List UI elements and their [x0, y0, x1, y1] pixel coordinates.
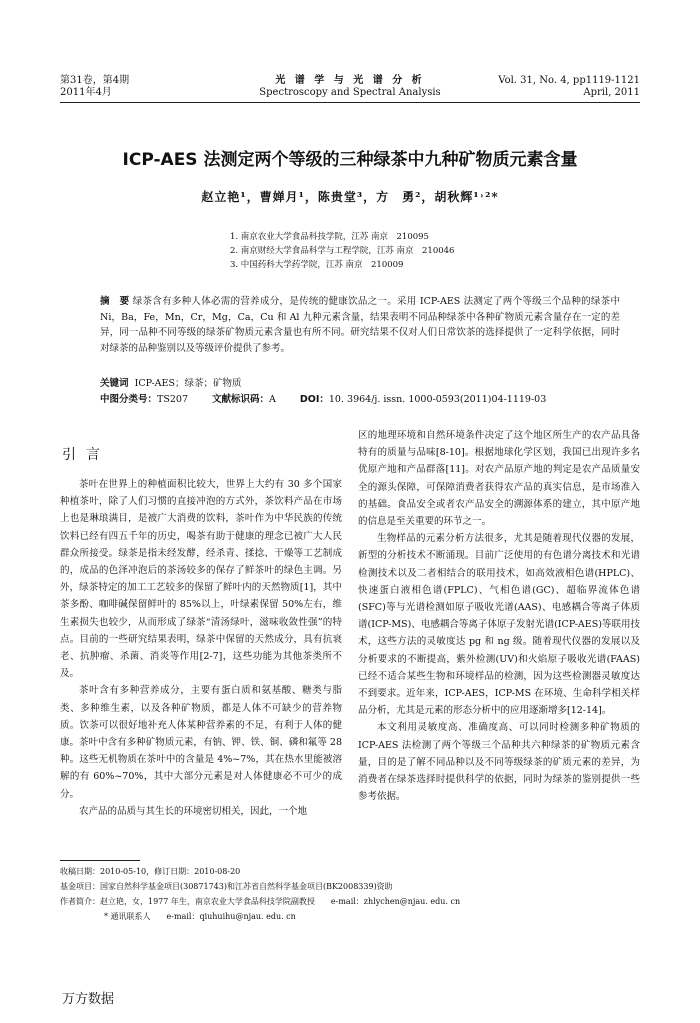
- affiliations: [230, 230, 610, 272]
- doc-code-value: A: [269, 394, 276, 405]
- journal-name-cn: 光 谱 学 与 光 谱 分 析: [275, 75, 425, 86]
- doc-code-label: 文献标识码：: [212, 394, 270, 405]
- keywords-text: ICP-AES；绿茶；矿物质: [134, 378, 242, 389]
- journal-name-en: Spectroscopy and Spectral Analysis: [259, 87, 441, 98]
- footnote-received: 收稿日期：2010-05-10，修订日期：2010-08-20: [60, 867, 241, 876]
- abstract-label: 摘 要: [100, 296, 130, 307]
- abstract-text: 绿茶含有多种人体必需的营养成分，是传统的健康饮品之一。采用 ICP-AES 法测定了两个等级三个品种的绿茶中 Ni，Ba，Fe，Mn，Cr，Mg，Ca，Cu 和 Al 九种元素含量，结果表明不同品种绿茶中各种矿物质元素含量存在一定的差异，同一品种不同等级的绿茶矿物质元素含量也有所不同。研究结果不仅对人们日常饮茶的选择提供了一定科学依据，同时对绿茶的品种鉴别以及等级评价提供了参考。: [100, 296, 620, 354]
- doi-value: 10. 3964/j. issn. 1000-0593(2011)04-1119-03: [328, 394, 547, 405]
- intro-paragraph-4: 生物样品的元素分析方法很多，尤其是随着现代仪器的发展，新型的分析技术不断涌现。目前广泛使用的有色谱分离技术和光谱检测技术以及二者相结合的联用技术，如高效液相色谱(HPLC)、快速蛋白液相色谱(FPLC)、气相色谱(GC)、超临界流体色谱(SFC)等与光谱检测如原子吸收光谱(AAS)、电感耦合等离子体质谱(ICP-MS)、电感耦合等离子体原子发射光谱(ICP-AES)等联用技术，这些方法的灵敏度达 pg 和 ng 级。随着现代仪器的发展以及分析要求的不断提高，紫外检测(UV)和火焰原子吸收光谱(FAAS)已经不适合某些生物和环境样品的检测，因为这些检测器灵敏度达不到要求。近年来，ICP-AES，ICP-MS 在环境、生命科学相关样品分析，尤其是元素的形态分析中的应用逐渐增多[12-14]。: [358, 533, 640, 717]
- volume-cn: 第31卷，第4期: [60, 75, 130, 86]
- volume-en: Vol. 31, No. 4, pp1119-1121: [498, 75, 640, 86]
- right-column: [358, 427, 640, 805]
- journal-name: [215, 75, 485, 99]
- journal-issue-cn: [60, 75, 240, 99]
- doi-label: DOI：: [299, 394, 329, 405]
- abstract: [100, 294, 620, 356]
- wanfang-logo: 万方数据: [62, 992, 115, 1007]
- intro-paragraph-2: 茶叶含有多种营养成分，主要有蛋白质和氨基酸、糖类与脂类、多种维生素，以及各种矿物质，都是人体不可缺少的营养物质。饮茶可以很好地补充人体某种营养素的不足，有利于人体的健康。茶叶中含有多种矿物质元素，有钠、钾、铁、铜、磷和氟等 28 种。这些无机物质在茶叶中的含量是 4%~7%，其在热水里能被溶解的有 60%~70%，其中大部分元素是对人体健康必不可少的成分。: [60, 685, 342, 800]
- footnote-funding: 基金项目：国家自然科学基金项目(30871743)和江苏省自然科学基金项目(BK2008339)资助: [60, 882, 393, 891]
- journal-issue-en: [460, 75, 640, 99]
- section-heading-intro: 引言: [62, 447, 110, 463]
- keywords-label: 关键词: [100, 378, 129, 389]
- affiliation-2: 2. 南京财经大学食品科学与工程学院，江苏 南京 210046: [230, 246, 455, 256]
- left-column: [60, 476, 342, 820]
- intro-paragraph-3: 农产品的品质与其生长的环境密切相关，因此，一个地: [79, 805, 308, 817]
- footnote-rule: [60, 860, 140, 861]
- keywords: [100, 376, 620, 392]
- classification-line: [100, 392, 640, 408]
- footnotes: [60, 864, 660, 924]
- clc-value: TS207: [157, 394, 188, 405]
- affiliation-3: 3. 中国药科大学药学院，江苏 南京 210009: [230, 260, 404, 270]
- intro-paragraph-1: 茶叶在世界上的种植面积比较大，世界上大约有 30 多个国家种植茶叶，除了人们习惯的直接冲泡的方式外，茶饮料产品在市场上也是琳琅满目，是被广大消费的饮料，茶叶作为中华民族的传统饮料已经有四五千年的历史，喝茶有助于健康的理念已被广大人民群众所接受。绿茶是指未经发酵，经杀青、揉捻、干燥等工艺制成的，成品的色泽冲泡后的茶汤较多的保存了鲜茶叶的绿色主调。另外，绿茶特定的加工工艺较多的保留了鲜叶内的天然物质[1]，其中茶多酚、咖啡碱保留鲜叶的 85%以上，叶绿素保留 50%左右，维生素损失也较少，从而形成了绿茶“清汤绿叶，滋味收敛性强”的特点。目前的一些研究结果表明，绿茶中保留的天然成分，具有抗衰老、抗肿瘤、杀菌、消炎等作用[2-7]，这些功能为其他茶类所不及。: [60, 479, 342, 680]
- footnote-author: 作者简介：赵立艳，女，1977 年生，南京农业大学食品科技学院副教授 e-mail：zhlychen@njau. edu. cn: [60, 897, 461, 906]
- author-list: 赵立艳¹，曹婵月¹，陈贵堂³，方 勇²，胡秋辉¹˒²*: [201, 190, 499, 204]
- footnote-corresponding: * 通讯联系人 e-mail：qiuhuihu@njau. edu. cn: [104, 912, 296, 921]
- intro-paragraph-3-cont: 区的地理环境和自然环境条件决定了这个地区所生产的农产品具备特有的质量与品味[8-10]。根据地球化学区划，我国已出现许多名优原产地和产品群落[11]。对农产品原产地的判定是农产品质量安全的源头保障，可保障消费者获得农产品的真实信息，是市场准入的基础。食品安全或者农产品安全的溯源体系的建立，其中原产地的信息是至关重要的环节之一。: [358, 430, 640, 528]
- date-en: April, 2011: [583, 87, 640, 98]
- header-rule: [60, 102, 640, 103]
- affiliation-1: 1. 南京农业大学食品科技学院，江苏 南京 210095: [230, 232, 429, 242]
- paper-title: ICP-AES 法测定两个等级的三种绿茶中九种矿物质元素含量: [122, 150, 578, 170]
- intro-paragraph-5: 本文利用灵敏度高、准确度高、可以同时检测多种矿物质的 ICP-AES 法检测了两个等级三个品种共六种绿茶的矿物质元素含量，目的是了解不同品种以及不同等级绿茶的矿质元素的差异，为消费者在绿茶选择时提供科学的依据，同时为绿茶的鉴别提供一些参考依据。: [358, 722, 640, 803]
- date-cn: 2011年4月: [60, 87, 112, 98]
- clc-label: 中图分类号：: [100, 394, 158, 405]
